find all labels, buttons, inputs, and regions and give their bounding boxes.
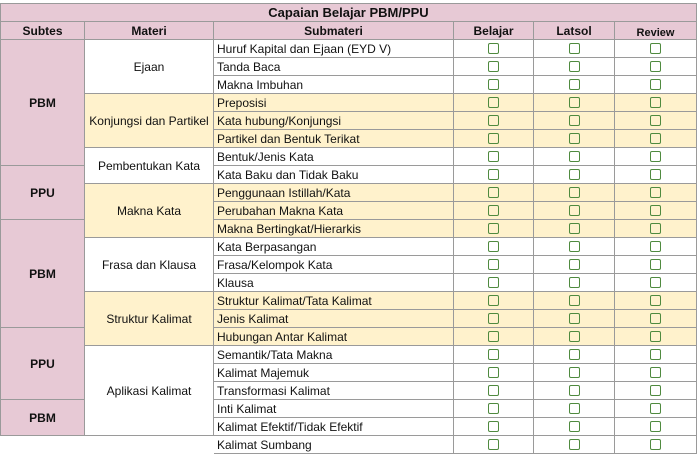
latsol-checkbox[interactable] [569, 421, 580, 432]
belajar-cell [454, 40, 534, 58]
review-checkbox[interactable] [650, 61, 661, 72]
belajar-checkbox[interactable] [488, 331, 499, 342]
subtes-cell: PBM [0, 220, 85, 328]
latsol-checkbox[interactable] [569, 259, 580, 270]
header-belajar: Belajar [454, 22, 534, 40]
latsol-cell [534, 256, 615, 274]
belajar-checkbox[interactable] [488, 349, 499, 360]
belajar-checkbox[interactable] [488, 439, 499, 450]
belajar-cell [454, 166, 534, 184]
review-cell [615, 184, 697, 202]
latsol-cell [534, 58, 615, 76]
latsol-checkbox[interactable] [569, 133, 580, 144]
review-cell [615, 238, 697, 256]
materi-cell: Pembentukan Kata [85, 148, 214, 184]
materi-cell: Aplikasi Kalimat [85, 346, 214, 436]
submateri-cell: Penggunaan Istillah/Kata [214, 184, 454, 202]
latsol-cell [534, 202, 615, 220]
latsol-checkbox[interactable] [569, 331, 580, 342]
belajar-checkbox[interactable] [488, 403, 499, 414]
review-cell [615, 418, 697, 436]
submateri-cell: Kalimat Efektif/Tidak Efektif [214, 418, 454, 436]
submateri-cell: Tanda Baca [214, 58, 454, 76]
submateri-cell: Makna Imbuhan [214, 76, 454, 94]
review-cell [615, 148, 697, 166]
review-checkbox[interactable] [650, 97, 661, 108]
submateri-cell: Struktur Kalimat/Tata Kalimat [214, 292, 454, 310]
review-checkbox[interactable] [650, 259, 661, 270]
belajar-checkbox[interactable] [488, 169, 499, 180]
latsol-cell [534, 112, 615, 130]
review-checkbox[interactable] [650, 421, 661, 432]
latsol-cell [534, 364, 615, 382]
latsol-cell [534, 346, 615, 364]
review-checkbox[interactable] [650, 133, 661, 144]
latsol-checkbox[interactable] [569, 439, 580, 450]
review-cell [615, 202, 697, 220]
latsol-checkbox[interactable] [569, 61, 580, 72]
submateri-cell: Kata hubung/Konjungsi [214, 112, 454, 130]
review-checkbox[interactable] [650, 151, 661, 162]
review-checkbox[interactable] [650, 241, 661, 252]
belajar-cell [454, 202, 534, 220]
latsol-cell [534, 184, 615, 202]
belajar-cell [454, 274, 534, 292]
latsol-cell [534, 130, 615, 148]
belajar-cell [454, 382, 534, 400]
belajar-cell [454, 364, 534, 382]
belajar-cell [454, 58, 534, 76]
belajar-checkbox[interactable] [488, 295, 499, 306]
belajar-checkbox[interactable] [488, 151, 499, 162]
review-checkbox[interactable] [650, 43, 661, 54]
latsol-checkbox[interactable] [569, 151, 580, 162]
review-cell [615, 382, 697, 400]
review-checkbox[interactable] [650, 115, 661, 126]
belajar-cell [454, 130, 534, 148]
belajar-cell [454, 238, 534, 256]
belajar-checkbox[interactable] [488, 187, 499, 198]
review-cell [615, 310, 697, 328]
submateri-cell: Perubahan Makna Kata [214, 202, 454, 220]
subtes-cell: PBM [0, 400, 85, 436]
belajar-cell [454, 76, 534, 94]
latsol-checkbox[interactable] [569, 115, 580, 126]
review-checkbox[interactable] [650, 331, 661, 342]
review-checkbox[interactable] [650, 277, 661, 288]
latsol-cell [534, 310, 615, 328]
latsol-checkbox[interactable] [569, 385, 580, 396]
review-cell [615, 328, 697, 346]
submateri-cell: Preposisi [214, 94, 454, 112]
latsol-cell [534, 220, 615, 238]
belajar-cell [454, 310, 534, 328]
header-subtes: Subtes [0, 22, 85, 40]
latsol-cell [534, 292, 615, 310]
review-checkbox[interactable] [650, 439, 661, 450]
belajar-cell [454, 220, 534, 238]
belajar-cell [454, 328, 534, 346]
belajar-checkbox[interactable] [488, 43, 499, 54]
latsol-checkbox[interactable] [569, 223, 580, 234]
latsol-cell [534, 418, 615, 436]
review-cell [615, 40, 697, 58]
review-checkbox[interactable] [650, 169, 661, 180]
latsol-cell [534, 148, 615, 166]
belajar-checkbox[interactable] [488, 79, 499, 90]
latsol-checkbox[interactable] [569, 43, 580, 54]
header-submateri: Submateri [214, 22, 454, 40]
belajar-cell [454, 436, 534, 454]
belajar-cell [454, 112, 534, 130]
header-materi: Materi [85, 22, 214, 40]
latsol-checkbox[interactable] [569, 277, 580, 288]
latsol-checkbox[interactable] [569, 313, 580, 324]
submateri-cell: Kalimat Majemuk [214, 364, 454, 382]
submateri-cell: Bentuk/Jenis Kata [214, 148, 454, 166]
belajar-checkbox[interactable] [488, 223, 499, 234]
review-cell [615, 274, 697, 292]
review-checkbox[interactable] [650, 403, 661, 414]
belajar-cell [454, 346, 534, 364]
review-cell [615, 346, 697, 364]
review-cell [615, 292, 697, 310]
latsol-cell [534, 436, 615, 454]
review-checkbox[interactable] [650, 79, 661, 90]
review-cell [615, 76, 697, 94]
review-checkbox[interactable] [650, 187, 661, 198]
review-checkbox[interactable] [650, 313, 661, 324]
latsol-cell [534, 382, 615, 400]
subtes-cell: PPU [0, 328, 85, 400]
review-checkbox[interactable] [650, 205, 661, 216]
submateri-cell: Kalimat Sumbang [214, 436, 454, 454]
materi-cell: Struktur Kalimat [85, 292, 214, 346]
review-cell [615, 400, 697, 418]
latsol-cell [534, 238, 615, 256]
submateri-cell: Partikel dan Bentuk Terikat [214, 130, 454, 148]
review-cell [615, 220, 697, 238]
belajar-checkbox[interactable] [488, 61, 499, 72]
review-cell [615, 166, 697, 184]
belajar-cell [454, 418, 534, 436]
subtes-cell: PBM [0, 40, 85, 166]
latsol-cell [534, 76, 615, 94]
submateri-cell: Kata Berpasangan [214, 238, 454, 256]
review-cell [615, 58, 697, 76]
latsol-cell [534, 94, 615, 112]
review-checkbox[interactable] [650, 349, 661, 360]
belajar-checkbox[interactable] [488, 259, 499, 270]
latsol-cell [534, 274, 615, 292]
review-checkbox[interactable] [650, 295, 661, 306]
latsol-checkbox[interactable] [569, 241, 580, 252]
header-review: Review [615, 22, 697, 40]
submateri-cell: Inti Kalimat [214, 400, 454, 418]
submateri-cell: Jenis Kalimat [214, 310, 454, 328]
materi-cell: Frasa dan Klausa [85, 238, 214, 292]
materi-cell: Konjungsi dan Partikel [85, 94, 214, 148]
review-cell [615, 256, 697, 274]
latsol-checkbox[interactable] [569, 403, 580, 414]
submateri-cell: Frasa/Kelompok Kata [214, 256, 454, 274]
belajar-cell [454, 256, 534, 274]
review-checkbox[interactable] [650, 385, 661, 396]
belajar-checkbox[interactable] [488, 385, 499, 396]
belajar-checkbox[interactable] [488, 97, 499, 108]
belajar-cell [454, 400, 534, 418]
header-latsol: Latsol [534, 22, 615, 40]
latsol-cell [534, 400, 615, 418]
review-checkbox[interactable] [650, 367, 661, 378]
belajar-checkbox[interactable] [488, 241, 499, 252]
latsol-checkbox[interactable] [569, 295, 580, 306]
review-cell [615, 436, 697, 454]
sheet-title: Capaian Belajar PBM/PPU [0, 3, 697, 22]
review-cell [615, 112, 697, 130]
latsol-checkbox[interactable] [569, 367, 580, 378]
belajar-checkbox[interactable] [488, 205, 499, 216]
latsol-cell [534, 328, 615, 346]
review-cell [615, 94, 697, 112]
submateri-cell: Transformasi Kalimat [214, 382, 454, 400]
belajar-checkbox[interactable] [488, 133, 499, 144]
submateri-cell: Semantik/Tata Makna [214, 346, 454, 364]
belajar-checkbox[interactable] [488, 277, 499, 288]
belajar-checkbox[interactable] [488, 115, 499, 126]
submateri-cell: Huruf Kapital dan Ejaan (EYD V) [214, 40, 454, 58]
latsol-checkbox[interactable] [569, 187, 580, 198]
review-checkbox[interactable] [650, 223, 661, 234]
review-cell [615, 364, 697, 382]
subtes-cell: PPU [0, 166, 85, 220]
materi-cell: Makna Kata [85, 184, 214, 238]
latsol-checkbox[interactable] [569, 205, 580, 216]
latsol-cell [534, 40, 615, 58]
submateri-cell: Klausa [214, 274, 454, 292]
submateri-cell: Hubungan Antar Kalimat [214, 328, 454, 346]
submateri-cell: Kata Baku dan Tidak Baku [214, 166, 454, 184]
belajar-cell [454, 94, 534, 112]
belajar-cell [454, 292, 534, 310]
belajar-checkbox[interactable] [488, 313, 499, 324]
materi-cell: Ejaan [85, 40, 214, 94]
submateri-cell: Makna Bertingkat/Hierarkis [214, 220, 454, 238]
belajar-cell [454, 184, 534, 202]
belajar-checkbox[interactable] [488, 421, 499, 432]
latsol-cell [534, 166, 615, 184]
latsol-checkbox[interactable] [569, 349, 580, 360]
review-cell [615, 130, 697, 148]
belajar-cell [454, 148, 534, 166]
latsol-checkbox[interactable] [569, 97, 580, 108]
latsol-checkbox[interactable] [569, 79, 580, 90]
belajar-checkbox[interactable] [488, 367, 499, 378]
latsol-checkbox[interactable] [569, 169, 580, 180]
